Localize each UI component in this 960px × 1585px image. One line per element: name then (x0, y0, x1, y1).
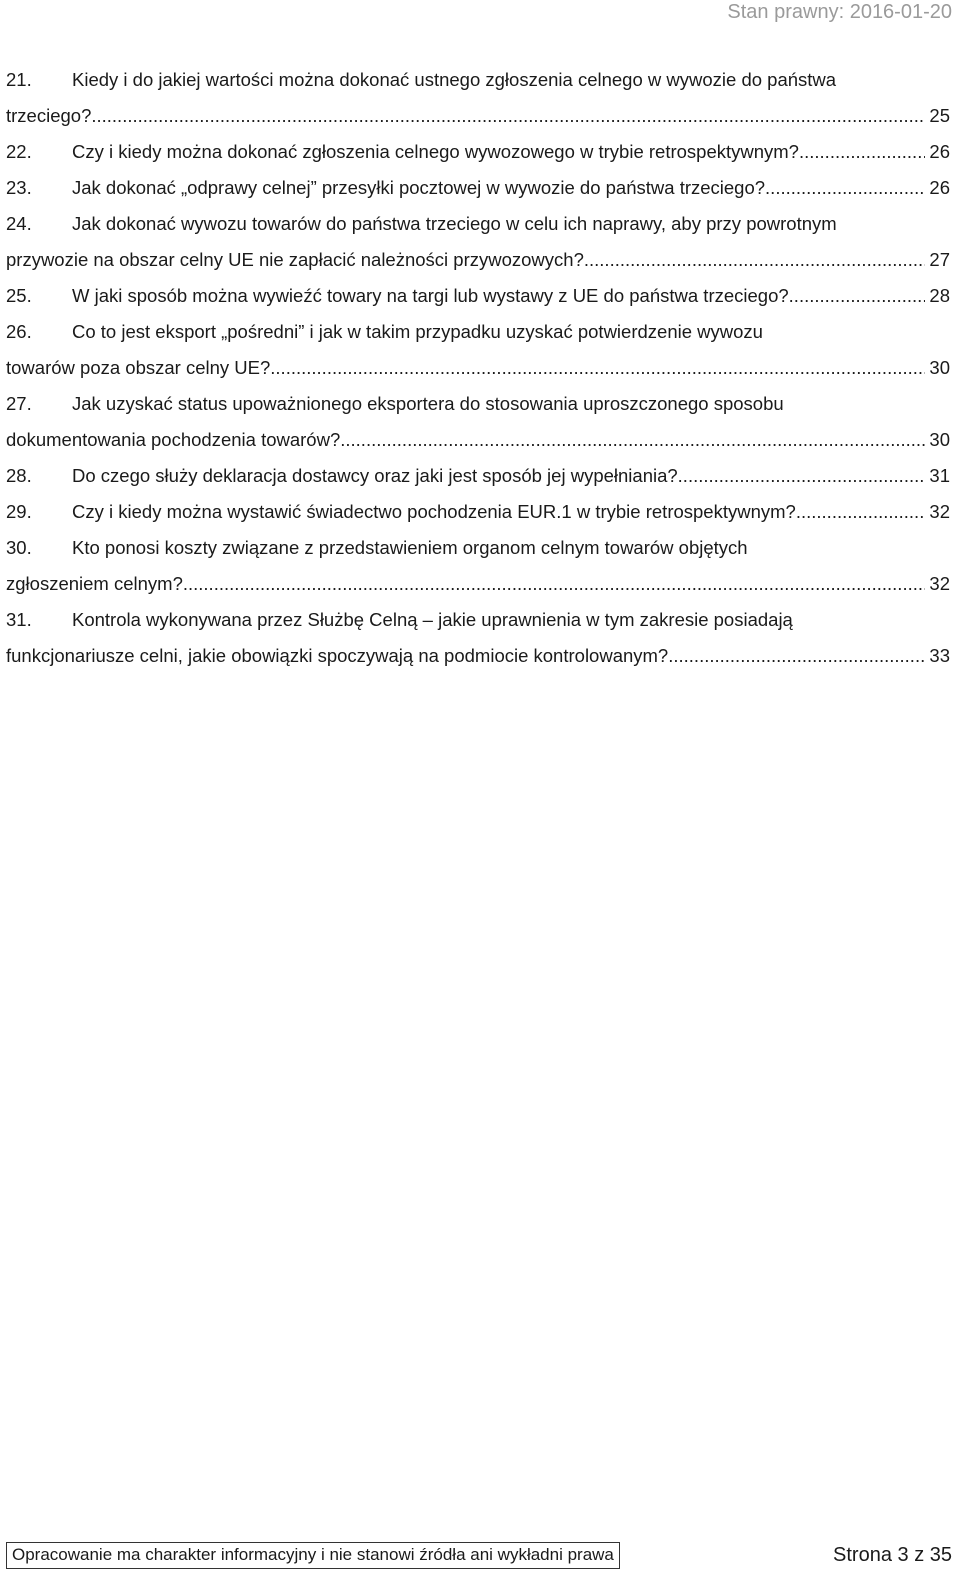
toc-entry-line (6, 62, 950, 98)
toc-entry-line (6, 566, 950, 602)
toc-entry-page: 26 (929, 141, 950, 162)
toc-entry-line (6, 602, 950, 638)
toc-entry-page: 26 (929, 177, 950, 198)
dot-leader (91, 98, 925, 134)
toc-entry-page: 27 (929, 249, 950, 270)
toc-entry-line (6, 350, 950, 386)
toc-entry-heading: Do czego służy deklaracja dostawcy oraz jaki jest sposób jej wypełniania? (72, 465, 678, 486)
toc-entry-number: 26. (6, 321, 32, 342)
toc-entry-heading: trzeciego? (6, 105, 92, 126)
toc-entry-number: 31. (6, 609, 32, 630)
dot-leader (668, 638, 925, 674)
toc-entry-line (6, 530, 950, 566)
toc-entry-number: 27. (6, 393, 32, 414)
toc-entry-page: 32 (929, 501, 950, 522)
toc-entry-line (6, 422, 950, 458)
toc-entry-line (6, 458, 950, 494)
toc-entry[interactable] (6, 494, 950, 530)
toc-entry-line (6, 494, 950, 530)
toc-entry-number: 30. (6, 537, 32, 558)
toc-entry-heading: Co to jest eksport „pośredni” i jak w takim przypadku uzyskać potwierdzenie wywozu (72, 321, 763, 342)
dot-leader (270, 350, 925, 386)
toc-entry[interactable] (6, 314, 950, 386)
toc-entry-heading: dokumentowania pochodzenia towarów? (6, 429, 341, 450)
toc-entry-page: 32 (929, 573, 950, 594)
toc-entry-page: 30 (929, 357, 950, 378)
toc-entry-number: 29. (6, 501, 32, 522)
toc-entry-line (6, 98, 950, 134)
toc-entry[interactable] (6, 602, 950, 674)
dot-leader (183, 566, 926, 602)
page-number: Strona 3 z 35 (833, 1544, 952, 1566)
toc-entry-heading: Czy i kiedy można wystawić świadectwo pochodzenia EUR.1 w trybie retrospektywnym? (72, 501, 796, 522)
toc-entry-line (6, 134, 950, 170)
toc-entry-number: 22. (6, 141, 32, 162)
toc-entry-heading: Jak dokonać „odprawy celnej” przesyłki pocztowej w wywozie do państwa trzeciego? (72, 177, 766, 198)
toc-entry[interactable] (6, 134, 950, 170)
toc-entry-line (6, 170, 950, 206)
toc-entry[interactable] (6, 278, 950, 314)
toc-entry-heading: W jaki sposób można wywieźć towary na targi lub wystawy z UE do państwa trzeciego? (72, 285, 789, 306)
toc-entry-line (6, 638, 950, 674)
legal-status-date: Stan prawny: 2016-01-20 (727, 1, 952, 23)
dot-leader (340, 422, 925, 458)
toc-entry-line (6, 386, 950, 422)
toc-entry-page: 30 (929, 429, 950, 450)
toc-entry-heading: funkcjonariusze celni, jakie obowiązki spoczywają na podmiocie kontrolowanym? (6, 645, 669, 666)
toc-entry-number: 24. (6, 213, 32, 234)
toc-entry-number: 25. (6, 285, 32, 306)
toc-entry-heading: Jak uzyskać status upoważnionego eksportera do stosowania uproszczonego sposobu (72, 393, 784, 414)
table-of-contents (6, 62, 950, 674)
toc-entry-page: 28 (929, 285, 950, 306)
toc-entry[interactable] (6, 206, 950, 278)
toc-entry-heading: towarów poza obszar celny UE? (6, 357, 271, 378)
dot-leader (584, 242, 926, 278)
toc-entry-heading: przywozie na obszar celny UE nie zapłacić należności przywozowych? (6, 249, 584, 270)
toc-entry[interactable] (6, 386, 950, 458)
toc-entry-heading: zgłoszeniem celnym? (6, 573, 183, 594)
dot-leader (789, 278, 926, 314)
toc-entry-number: 23. (6, 177, 32, 198)
toc-entry[interactable] (6, 170, 950, 206)
toc-entry-page: 33 (929, 645, 950, 666)
toc-entry-page: 31 (929, 465, 950, 486)
toc-entry-number: 28. (6, 465, 32, 486)
toc-entry[interactable] (6, 458, 950, 494)
dot-leader (799, 134, 925, 170)
toc-entry-line (6, 206, 950, 242)
toc-entry-heading: Jak dokonać wywozu towarów do państwa trzeciego w celu ich naprawy, aby przy powrotnym (72, 213, 837, 234)
dot-leader (678, 458, 926, 494)
dot-leader (765, 170, 925, 206)
toc-entry-line (6, 278, 950, 314)
toc-entry-heading: Czy i kiedy można dokonać zgłoszenia celnego wywozowego w trybie retrospektywnym? (72, 141, 799, 162)
toc-entry-line (6, 314, 950, 350)
toc-entry[interactable] (6, 62, 950, 134)
page-footer (6, 1542, 952, 1569)
toc-entry-number: 21. (6, 69, 32, 90)
disclaimer-note: Opracowanie ma charakter informacyjny i nie stanowi źródła ani wykładni prawa (6, 1542, 620, 1569)
toc-entry-heading: Kiedy i do jakiej wartości można dokonać ustnego zgłoszenia celnego w wywozie do państwa (72, 69, 837, 90)
toc-entry-line (6, 242, 950, 278)
dot-leader (796, 494, 926, 530)
toc-entry[interactable] (6, 530, 950, 602)
toc-entry-heading: Kto ponosi koszty związane z przedstawieniem organom celnym towarów objętych (72, 537, 748, 558)
toc-entry-page: 25 (929, 105, 950, 126)
toc-entry-heading: Kontrola wykonywana przez Służbę Celną – jakie uprawnienia w tym zakresie posiadają (72, 609, 793, 630)
